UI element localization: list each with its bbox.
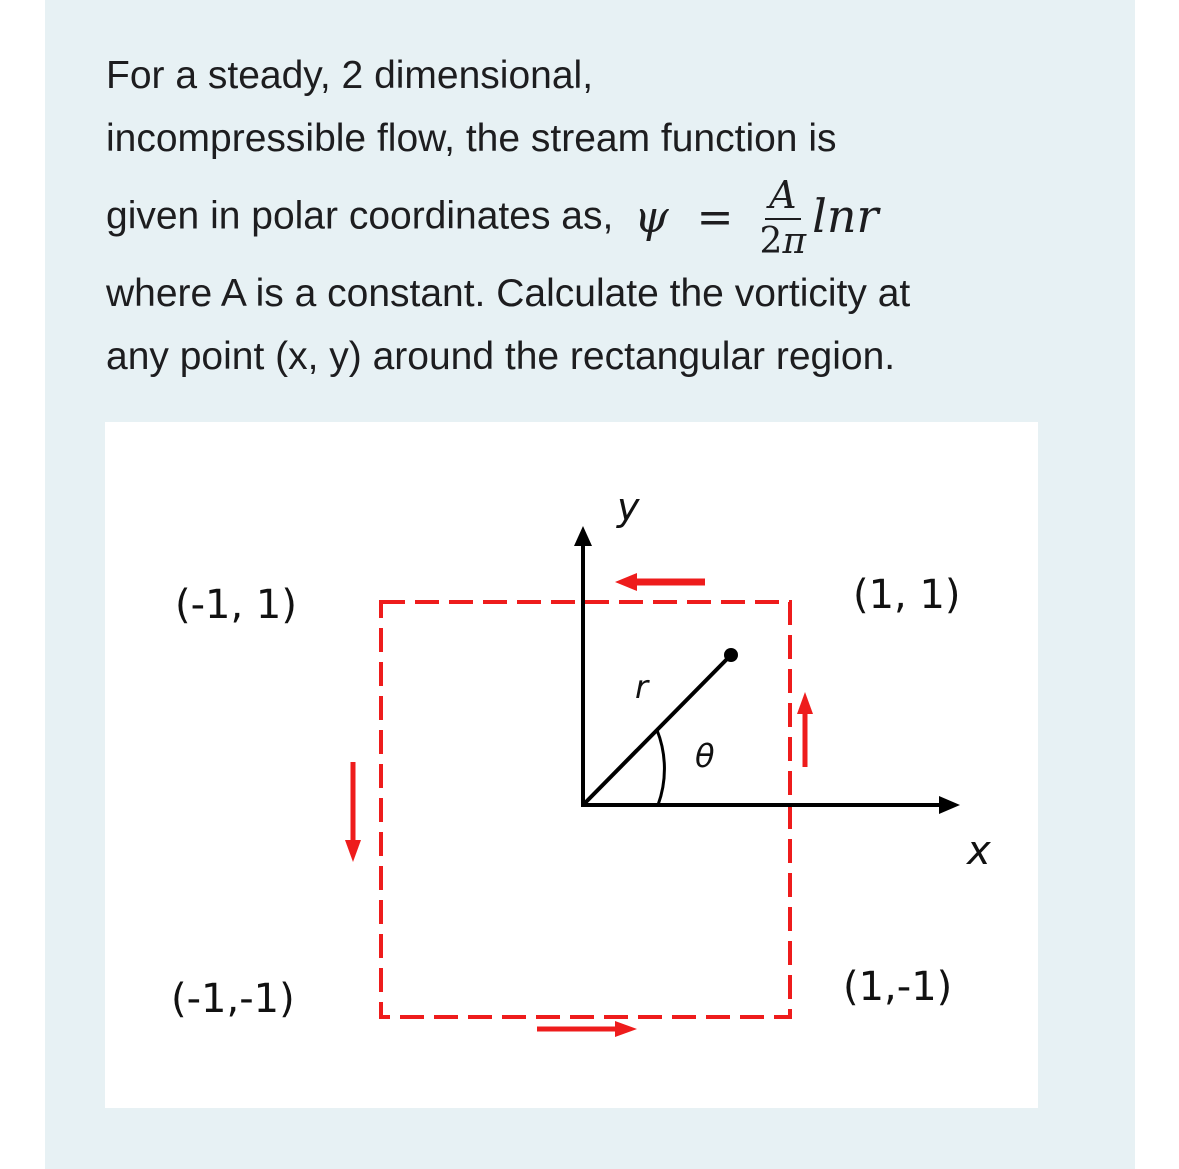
question-line-3 <box>106 170 1086 262</box>
question-text <box>106 44 1086 388</box>
radius-endpoint <box>724 648 738 662</box>
fraction-denominator <box>760 220 807 260</box>
flow-region-figure <box>105 422 1038 1108</box>
rectangular-region <box>381 602 790 1017</box>
angle-label: θ <box>695 737 715 775</box>
question-line-2: incompressible flow, the stream function is <box>106 117 837 160</box>
psi-symbol: ψ <box>634 192 669 243</box>
y-axis-label: y <box>617 485 640 529</box>
x-axis-arrowhead <box>939 796 960 814</box>
angle-arc <box>657 730 664 805</box>
fraction-numerator: A <box>765 176 800 220</box>
ln-r-term: lnr <box>812 189 879 243</box>
x-axis-label: x <box>967 828 991 874</box>
question-line-3-prefix: given in polar coordinates as, <box>106 194 614 238</box>
flow-region-diagram <box>105 422 1038 1108</box>
left-flow-arrow-head <box>345 840 361 862</box>
y-axis-arrowhead <box>574 526 592 546</box>
right-flow-arrow-head <box>797 692 813 714</box>
question-line-5: any point (x, y) around the rectangular region. <box>106 335 896 378</box>
top-flow-arrow-head <box>615 573 637 591</box>
question-line-1: For a steady, 2 dimensional, <box>106 54 594 97</box>
corner-label-bottom-right: (1,-1) <box>843 964 953 1010</box>
question-line-4: where A is a constant. Calculate the vorticity at <box>106 272 911 315</box>
corner-label-bottom-left: (-1,-1) <box>171 976 295 1022</box>
equals-sign: = <box>696 192 734 243</box>
radius-label: r <box>635 668 649 706</box>
pi-symbol: π <box>782 221 807 262</box>
bottom-flow-arrow-head <box>615 1021 637 1037</box>
corner-label-top-left: (-1, 1) <box>175 582 297 628</box>
fraction <box>759 173 807 262</box>
denominator-coefficient: 2 <box>759 221 783 262</box>
corner-label-top-right: (1, 1) <box>853 572 961 618</box>
stream-function-formula <box>624 170 878 266</box>
